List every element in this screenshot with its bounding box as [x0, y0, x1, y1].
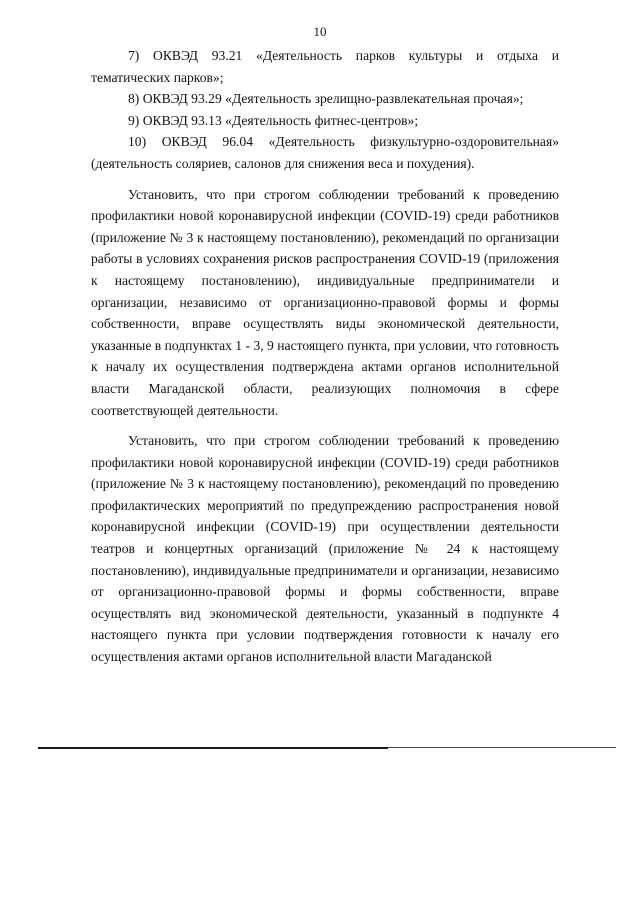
- page-number: 10: [313, 24, 327, 39]
- list-item-7: 7) ОКВЭД 93.21 «Деятельность парков культуры и отдыха и тематических парков»;: [91, 48, 559, 85]
- list-item-10: 10) ОКВЭД 96.04 «Деятельность физкультурно-оздоровительная» (деятельность соляриев, салонов для снижения веса и похудения).: [91, 134, 559, 171]
- list-item-9: 9) ОКВЭД 93.13 «Деятельность фитнес-центров»;: [128, 112, 419, 128]
- page-bottom-rule-heavy: [38, 747, 388, 749]
- paragraph-first: Установить, что при строгом соблюдении требований к проведению профилактики новой коронавирусной инфекции (COVID-19) среди работников (приложение № 3 к настоящему постановлению), рекомендаций по организации работы в условиях сохранения рисков распространения COVID-19 (приложения к настоящему постановлению), индивидуальные предприниматели и организации, независимо от организационно-правовой формы и формы собственности, вправе осуществлять виды экономической деятельности, указанные в подпунктах 1 - 3, 9 настоящего пункта, при условии, что готовность к началу их осуществления подтверждена актами органов исполнительной власти Магаданской области, реализующих полномочия в сфере соответствующей деятельности.: [91, 186, 559, 418]
- list-item-8: 8) ОКВЭД 93.29 «Деятельность зрелищно-развлекательная прочая»;: [128, 91, 524, 107]
- document-body: [91, 45, 559, 668]
- paragraph-second: Установить, что при строгом соблюдении требований к проведению профилактики новой коронавирусной инфекции (COVID-19) среди работников (приложение № 3 к настоящему постановлению), рекомендаций по проведению профилактических мероприятий по предупреждению распространения новой коронавирусной инфекции (COVID-19) при осуществлении деятельности театров и концертных организаций (приложение № 24 к настоящему постановлению), индивидуальные предприниматели и организации, независимо от организационно-правовой формы и формы собственности, вправе осуществлять вид экономической деятельности, указанный в подпункте 4 настоящего пункта при условии подтверждения готовности к началу его осуществления актами органов исполнительной власти Магаданской: [91, 433, 559, 665]
